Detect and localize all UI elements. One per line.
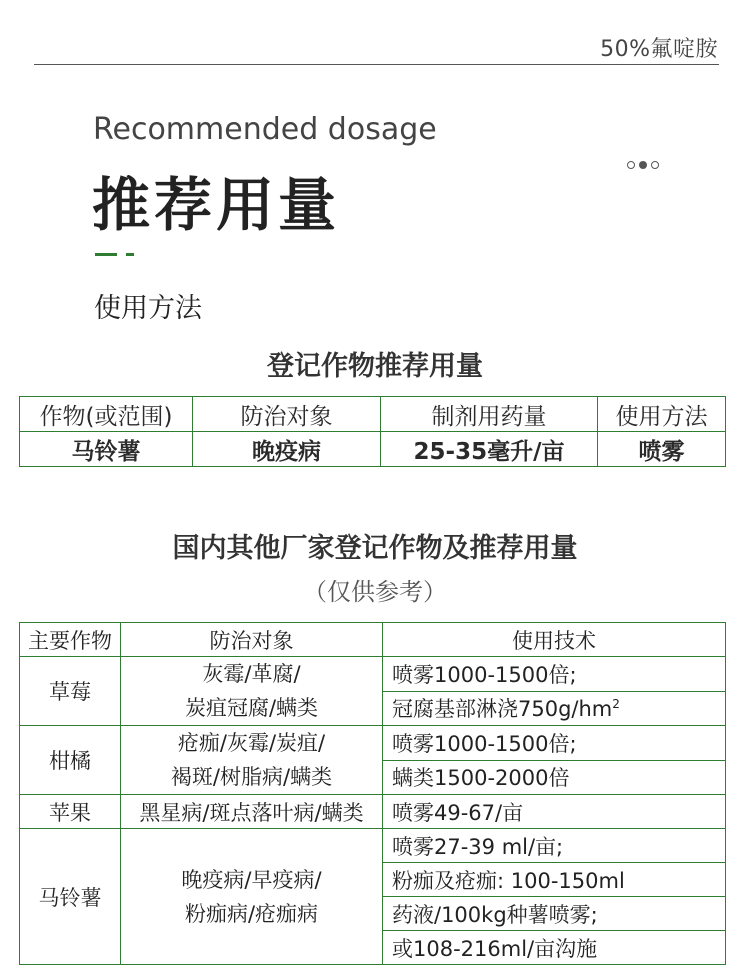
cell-crop: 马铃薯 [20, 432, 193, 467]
table-row [20, 657, 726, 692]
crop-citrus: 柑橘 [20, 726, 121, 795]
chinese-title: 推荐用量 [92, 171, 341, 239]
superscript: 2 [612, 697, 620, 712]
target-strawberry [121, 657, 383, 726]
other-manufacturers-title: 国内其他厂家登记作物及推荐用量 [172, 533, 578, 564]
target-line: 灰霉/革腐/ [202, 662, 301, 686]
target-line: 疮痂/灰霉/炭疽/ [177, 731, 326, 755]
other-manufacturers-table [19, 622, 726, 965]
accent-bar [95, 253, 117, 256]
header-divider [34, 64, 719, 65]
tech-citrus-2: 螨类1500-2000倍 [383, 760, 726, 795]
header-method: 使用方法 [598, 397, 726, 432]
header-target: 防治对象 [121, 623, 383, 657]
tech-apple: 喷雾49-67/亩 [383, 795, 726, 829]
product-name: 50%氟啶胺 [600, 37, 718, 62]
tech-potato-3: 药液/100kg种薯喷雾; [383, 897, 726, 931]
target-apple: 黑星病/斑点落叶病/螨类 [121, 795, 383, 829]
tech-citrus-1: 喷雾1000-1500倍; [383, 726, 726, 761]
tech-potato-1: 喷雾27-39 ml/亩; [383, 829, 726, 863]
header-technique: 使用技术 [383, 623, 726, 657]
target-citrus [121, 726, 383, 795]
crop-strawberry: 草莓 [20, 657, 121, 726]
header-target: 防治对象 [193, 397, 381, 432]
registered-dosage-table [19, 396, 726, 467]
dot-filled-icon [639, 161, 647, 169]
accent-bar-short [126, 253, 134, 256]
cell-dosage: 25-35毫升/亩 [381, 432, 598, 467]
usage-method-heading: 使用方法 [94, 293, 202, 324]
target-line: 褐斑/树脂病/螨类 [170, 765, 333, 789]
page-indicator-dots-icon [627, 160, 663, 172]
crop-apple: 苹果 [20, 795, 121, 829]
cell-method: 喷雾 [598, 432, 726, 467]
reference-only-note: （仅供参考） [303, 578, 447, 606]
header-crop: 作物(或范围) [20, 397, 193, 432]
tech-strawberry-2 [383, 691, 726, 726]
table-header-row [20, 397, 726, 432]
target-line: 炭疽冠腐/螨类 [184, 696, 319, 720]
table-row [20, 795, 726, 829]
table-row [20, 726, 726, 761]
tech-potato-4: 或108-216ml/亩沟施 [383, 931, 726, 965]
table-row [20, 829, 726, 863]
tech-text: 冠腐基部淋浇750g/hm [392, 697, 613, 722]
target-line: 晚疫病/早疫病/ [181, 867, 322, 892]
table-row [20, 432, 726, 467]
registered-crop-title: 登记作物推荐用量 [267, 351, 483, 382]
dot-outline-icon [627, 161, 635, 169]
english-title: Recommended dosage [93, 112, 437, 147]
cell-target: 晚疫病 [193, 432, 381, 467]
target-potato [121, 829, 383, 965]
tech-potato-2: 粉痂及疮痂: 100-150ml [383, 863, 726, 897]
header-main-crop: 主要作物 [20, 623, 121, 657]
dot-outline-icon [651, 161, 659, 169]
tech-strawberry-1: 喷雾1000-1500倍; [383, 657, 726, 692]
target-line: 粉痂病/疮痂病 [184, 901, 319, 926]
crop-potato: 马铃薯 [20, 829, 121, 965]
header-dosage: 制剂用药量 [381, 397, 598, 432]
table-header-row [20, 623, 726, 657]
